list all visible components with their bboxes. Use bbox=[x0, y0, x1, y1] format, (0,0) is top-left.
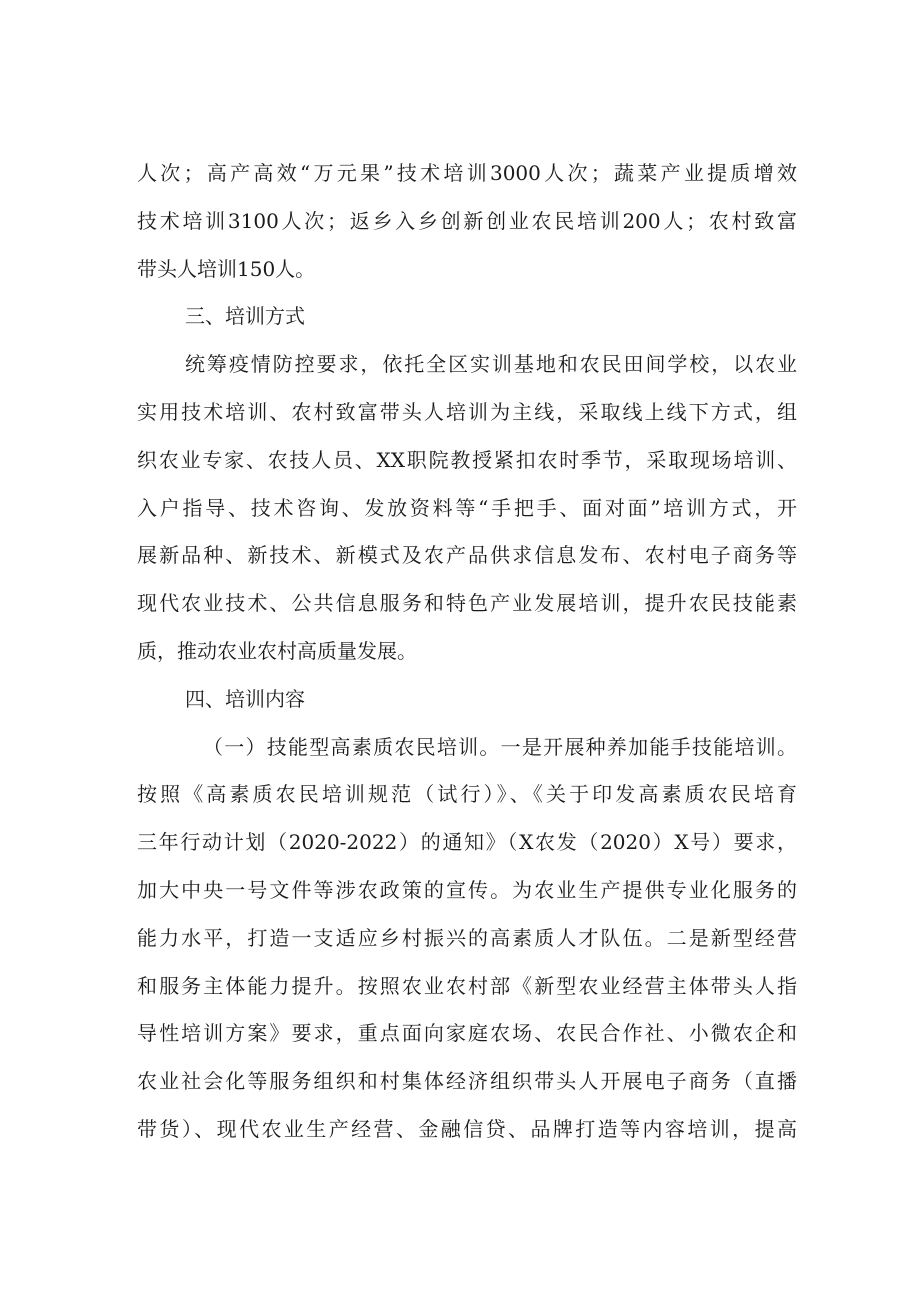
section-heading-training-method: 三、培训方式 bbox=[185, 304, 305, 329]
body-text-line: 带货）、现代农业生产经营、金融信贷、品牌打造等内容培训，提高 bbox=[137, 1116, 797, 1141]
section-heading-training-content: 四、培训内容 bbox=[185, 686, 305, 711]
body-text-line: 农业社会化等服务组织和村集体经济组织带头人开展电子商务（直播 bbox=[137, 1069, 797, 1094]
document-body bbox=[137, 150, 797, 1154]
body-text-line: 技术培训3100人次；返乡入乡创新创业农民培训200人；农村致富 bbox=[137, 208, 797, 233]
body-text-line: 能力水平，打造一支适应乡村振兴的高素质人才队伍。二是新型经营 bbox=[137, 925, 797, 950]
body-text-line: 展新品种、新技术、新模式及农产品供求信息发布、农村电子商务等 bbox=[137, 543, 797, 568]
body-text-line: 入户指导、技术咨询、发放资料等“手把手、面对面”培训方式，开 bbox=[137, 495, 797, 520]
body-text-line: 带头人培训150人。 bbox=[137, 256, 316, 281]
body-text-line: 现代农业技术、公共信息服务和特色产业发展培训，提升农民技能素 bbox=[137, 591, 797, 616]
body-text-line: 人次；高产高效“万元果”技术培训3000人次；蔬菜产业提质增效 bbox=[137, 161, 797, 185]
body-text-line: 质，推动农业农村高质量发展。 bbox=[137, 638, 417, 663]
body-text-line: 三年行动计划（2020-2022）的通知》（X农发（2020）X号）要求， bbox=[137, 830, 797, 855]
body-text-line: 和服务主体能力提升。按照农业农村部《新型农业经营主体带头人指 bbox=[137, 973, 797, 998]
subsection-heading-line: （一）技能型高素质农民培训。一是开展种养加能手技能培训。 bbox=[203, 734, 797, 759]
body-text-line: 加大中央一号文件等涉农政策的宣传。为农业生产提供专业化服务的 bbox=[137, 877, 797, 902]
body-text-line: 实用技术培训、农村致富带头人培训为主线，采取线上线下方式，组 bbox=[137, 399, 797, 424]
body-text-line: 统筹疫情防控要求，依托全区实训基地和农民田间学校，以农业 bbox=[185, 352, 797, 377]
body-text-line: 按照《高素质农民培训规范（试行）》、《关于印发高素质农民培育 bbox=[137, 782, 797, 807]
body-text-line: 织农业专家、农技人员、XX职院教授紧扣农时季节，采取现场培训、 bbox=[137, 447, 797, 472]
body-text-line: 导性培训方案》要求，重点面向家庭农场、农民合作社、小微农企和 bbox=[137, 1021, 797, 1046]
